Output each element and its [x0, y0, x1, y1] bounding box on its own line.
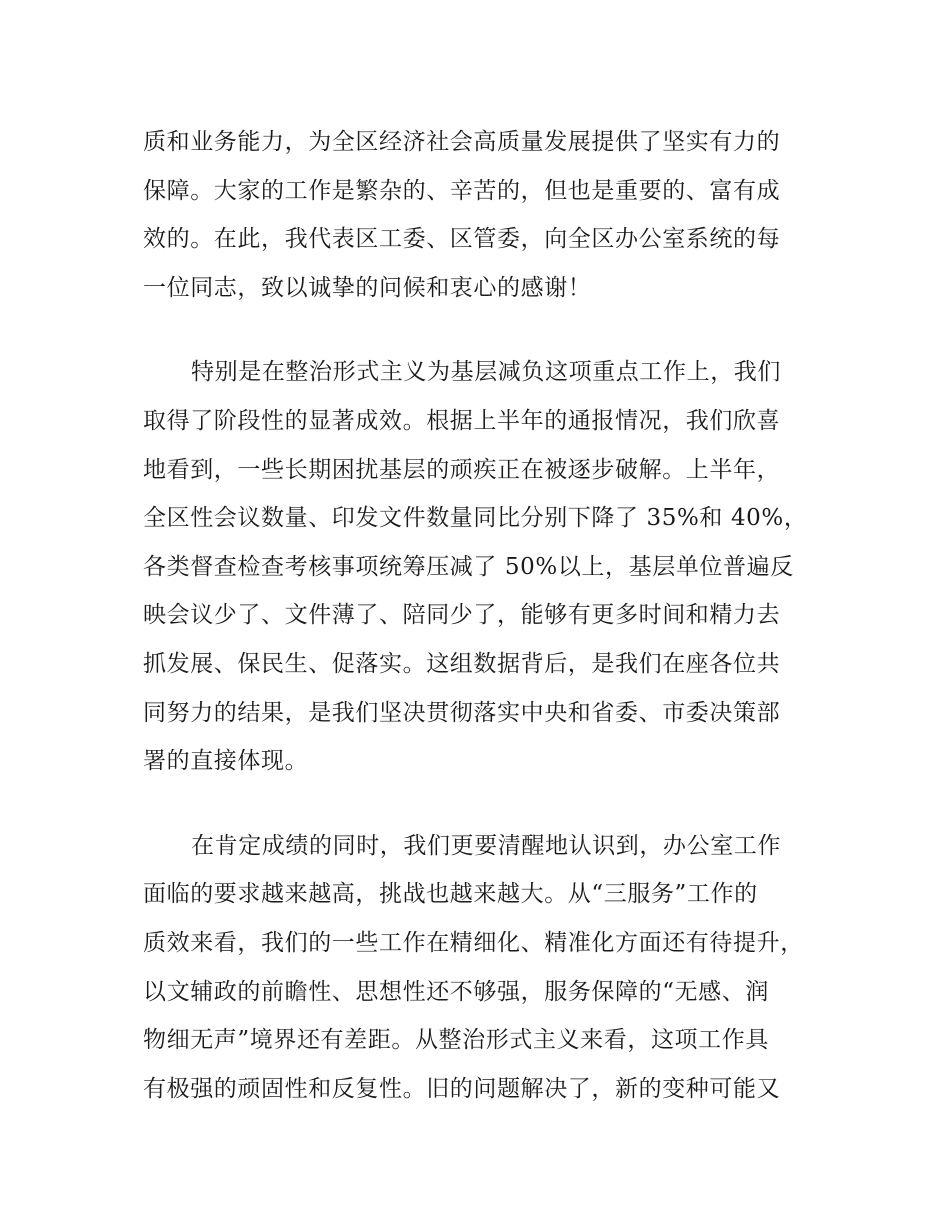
text-line: 在肯定成绩的同时，我们更要清醒地认识到，办公室工作 [191, 832, 781, 859]
text-line: 以文辅政的前瞻性、思想性还不够强，服务保障的“无感、润 [143, 978, 769, 1005]
text-line: 地看到，一些长期困扰基层的顽疾正在被逐步破解。上半年， [143, 456, 781, 483]
document-body [143, 118, 808, 1113]
text-line: 一位同志，致以诚挚的问候和衷心的感谢！ [143, 274, 592, 301]
text-line: 保障。大家的工作是繁杂的、辛苦的，但也是重要的、富有成 [143, 177, 781, 204]
text-line: 质和业务能力，为全区经济社会高质量发展提供了坚实有力的 [143, 129, 781, 155]
text-line: 署的直接体现。 [143, 748, 309, 775]
paragraph-3 [143, 822, 808, 1114]
text-line: 映会议少了、文件薄了、陪同少了，能够有更多时间和精力去 [143, 602, 781, 629]
text-line: 取得了阶段性的显著成效。根据上半年的通报情况，我们欣喜 [143, 407, 781, 434]
text-line: 质效来看，我们的一些工作在精细化、精准化方面还有待提升， [143, 929, 804, 956]
paragraph-spacing [143, 786, 808, 822]
text-line: 同努力的结果，是我们坚决贯彻落实中央和省委、市委决策部 [143, 699, 781, 726]
text-line: 有极强的顽固性和反复性。旧的问题解决了，新的变种可能又 [143, 1075, 781, 1102]
text-line: 面临的要求越来越高，挑战也越来越大。从“三服务”工作的 [143, 881, 758, 908]
text-line: 效的。在此，我代表区工委、区管委，向全区办公室系统的每 [143, 226, 781, 253]
text-line: 抓发展、保民生、促落实。这组数据背后，是我们在座各位共 [143, 650, 781, 677]
paragraph-1 [143, 118, 808, 312]
text-line: 特别是在整治形式主义为基层减负这项重点工作上，我们 [191, 359, 781, 386]
paragraph-spacing [143, 312, 808, 348]
paragraph-2 [143, 348, 808, 785]
text-line: 全区性会议数量、印发文件数量同比分别下降了 35%和 40%， [143, 505, 808, 532]
text-line: 物细无声”境界还有差距。从整治形式主义来看，这项工作具 [143, 1027, 769, 1054]
text-line: 各类督查检查考核事项统筹压减了 50%以上，基层单位普遍反 [143, 553, 794, 580]
